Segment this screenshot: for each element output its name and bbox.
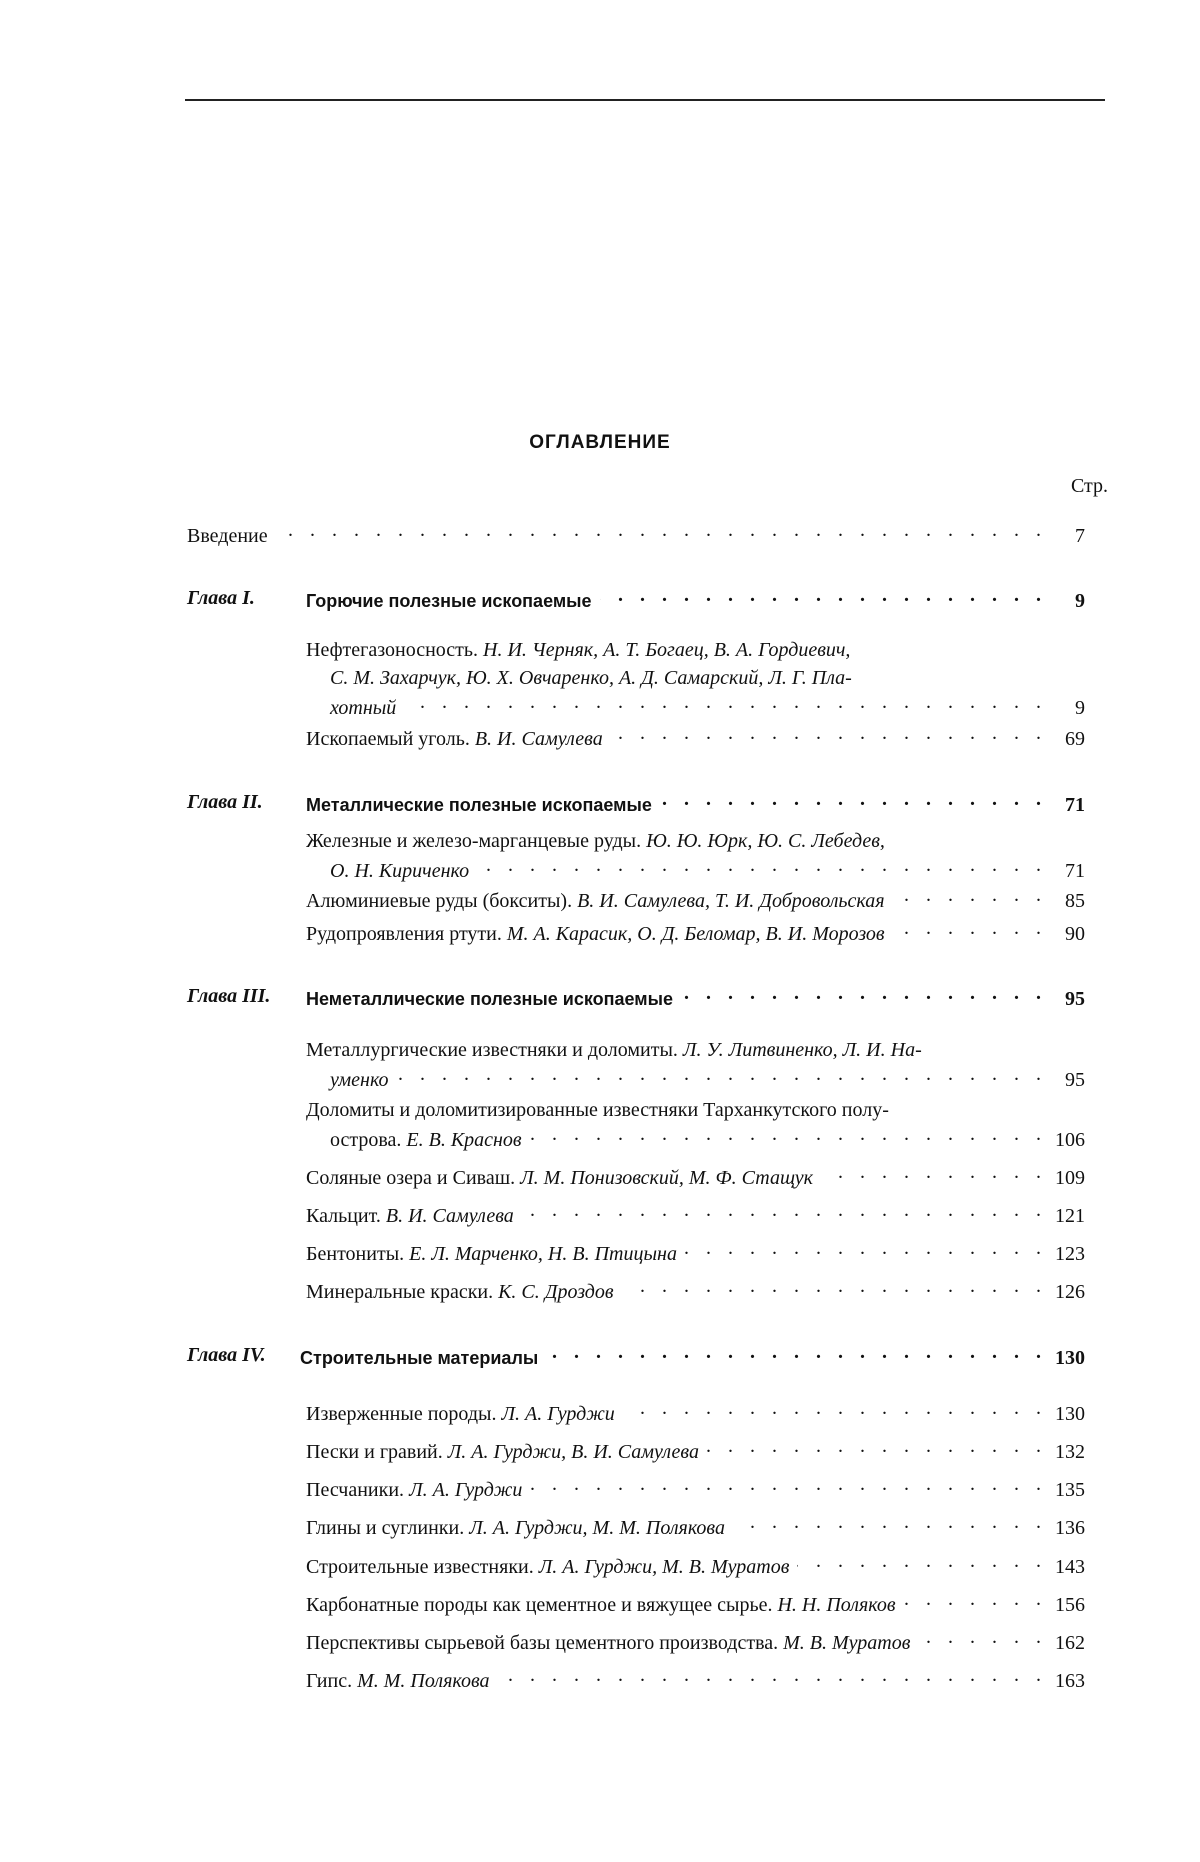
toc-page-number: 162: [1055, 1632, 1085, 1654]
chapter-title: Неметаллические полезные ископаемые: [306, 989, 673, 1009]
toc-page-number: 95: [1065, 1069, 1085, 1091]
toc-entry-end: О. Н. Кириченко . . . 71: [330, 855, 1085, 884]
chapter-heading: [300, 1342, 1085, 1371]
toc-entry: Карбонатные породы как цементное и вяжущее сырье. Н. Н. Поляков . . . 156: [306, 1589, 1085, 1618]
toc-page-number: 7: [1075, 525, 1085, 547]
toc-entry: Перспективы сырьевой базы цементного производства. М. В. Муратов . . . 162: [306, 1627, 1085, 1656]
toc-entry: Кальцит. В. И. Самулева . . . 121: [306, 1200, 1085, 1229]
toc-page-number: 135: [1055, 1479, 1085, 1501]
toc-page-number: 109: [1055, 1167, 1085, 1189]
toc-entry: Строительные известняки. Л. А. Гурджи, М. В. Муратов . . . 143: [306, 1551, 1085, 1580]
toc-page-number: 143: [1055, 1556, 1085, 1578]
toc-entry: Гипс. М. М. Полякова . . . 163: [306, 1665, 1085, 1694]
entry-authors: Л. А. Гурджи: [409, 1479, 523, 1501]
toc-entry: Рудопроявления ртути. М. А. Карасик, О. Д. Беломар, В. И. Морозов . . . 90: [306, 918, 1085, 947]
chapter-title: Металлические полезные ископаемые: [306, 795, 652, 815]
toc-entry: Доломиты и доломитизированные известняки Тарханкутского полу-: [306, 1099, 889, 1121]
chapter-title: Строительные материалы: [300, 1348, 539, 1368]
page-column-header: Стр.: [1070, 475, 1108, 497]
entry-authors: К. С. Дроздов: [498, 1281, 614, 1303]
toc-entry-end: уменко . . . 95: [330, 1064, 1085, 1093]
toc-page-number: 9: [1075, 697, 1085, 719]
toc-intro-label: Введение: [187, 525, 268, 547]
toc-page-number: 123: [1055, 1243, 1085, 1265]
toc-entry: Бентониты. Е. Л. Марченко, Н. В. Птицына . . . 123: [306, 1238, 1085, 1267]
toc-page-number: 106: [1055, 1129, 1085, 1151]
toc-entry: Минеральные краски. К. С. Дроздов . . . 126: [306, 1276, 1085, 1305]
toc-page-number: 9: [1075, 590, 1085, 612]
toc-entry: Железные и железо-марганцевые руды. Ю. Ю. Юрк, Ю. С. Лебедев,: [306, 830, 885, 852]
entry-authors: Е. Л. Марченко, Н. В. Птицына: [409, 1243, 677, 1265]
toc-page-number: 130: [1055, 1347, 1085, 1369]
toc-entry: Соляные озера и Сиваш. Л. М. Понизовский, М. Ф. Стащук . . . 109: [306, 1162, 1085, 1191]
top-rule: [185, 99, 1105, 101]
toc-page-number: 90: [1065, 923, 1085, 945]
toc-page-number: 156: [1055, 1594, 1085, 1616]
entry-authors: Н. И. Черняк, А. Т. Богаец, В. А. Гордиевич,: [483, 639, 851, 661]
toc-entry: Нефтегазоносность. Н. И. Черняк, А. Т. Богаец, В. А. Гордиевич,: [306, 639, 851, 661]
chapter-label: Глава III.: [187, 985, 271, 1007]
chapter-title: Горючие полезные ископаемые: [306, 591, 592, 611]
chapter-label: Глава II.: [187, 791, 263, 813]
entry-authors: Л. А. Гурджи: [501, 1403, 615, 1425]
chapter-label: Глава I.: [187, 587, 255, 609]
chapter-heading: [306, 983, 1085, 1012]
toc-entry: Глины и суглинки. Л. А. Гурджи, М. М. Полякова . . . 136: [306, 1512, 1085, 1541]
toc-page-number: 71: [1065, 794, 1085, 816]
toc-page-number: 126: [1055, 1281, 1085, 1303]
toc-page-number: 85: [1065, 890, 1085, 912]
entry-authors: Л. А. Гурджи, В. И. Самулева: [447, 1441, 699, 1463]
toc-page-number: 121: [1055, 1205, 1085, 1227]
entry-authors: Ю. Ю. Юрк, Ю. С. Лебедев,: [646, 830, 885, 852]
toc-page-number: 95: [1065, 988, 1085, 1010]
toc-entry: Алюминиевые руды (бокситы). В. И. Самулева, Т. И. Добровольская . . . 85: [306, 885, 1085, 914]
toc-entry: Пески и гравий. Л. А. Гурджи, В. И. Самулева . . . 132: [306, 1436, 1085, 1465]
entry-authors: М. А. Карасик, О. Д. Беломар, В. И. Морозов: [506, 923, 885, 945]
toc-page-number: 69: [1065, 728, 1085, 750]
entry-authors: Л. У. Литвиненко, Л. И. На-: [682, 1039, 922, 1061]
entry-authors: М. М. Полякова: [357, 1670, 490, 1692]
toc-entry: Песчаники. Л. А. Гурджи . . . 135: [306, 1474, 1085, 1503]
chapter-label: Глава IV.: [187, 1344, 266, 1366]
entry-authors: Л. М. Понизовский, М. Ф. Стащук: [520, 1167, 814, 1189]
toc-entry: Металлургические известняки и доломиты. Л. У. Литвиненко, Л. И. На-: [306, 1039, 922, 1061]
entry-authors: Е. В. Краснов: [406, 1129, 522, 1151]
page-title: ОГЛАВЛЕНИЕ: [529, 432, 671, 453]
toc-page-number: 136: [1055, 1517, 1085, 1539]
toc-entry: Изверженные породы. Л. А. Гурджи . . . 130: [306, 1398, 1085, 1427]
entry-authors: В. И. Самулева, Т. И. Добровольская: [577, 890, 885, 912]
toc-page-number: 130: [1055, 1403, 1085, 1425]
chapter-heading: [306, 585, 1085, 614]
toc-page-number: 71: [1065, 860, 1085, 882]
entry-authors: Л. А. Гурджи, М. М. Полякова: [469, 1517, 725, 1539]
chapter-heading: [306, 789, 1085, 818]
entry-authors: В. И. Самулева: [474, 728, 603, 750]
entry-authors: С. М. Захарчук, Ю. Х. Овчаренко, А. Д. Самарский, Л. Г. Пла-: [330, 667, 852, 689]
entry-authors: М. В. Муратов: [783, 1632, 911, 1654]
toc-page-number: 132: [1055, 1441, 1085, 1463]
entry-authors: В. И. Самулева: [385, 1205, 514, 1227]
entry-authors: Л. А. Гурджи, М. В. Муратов: [538, 1556, 790, 1578]
toc-entry: Ископаемый уголь. В. И. Самулева . . . 69: [306, 723, 1085, 752]
entry-authors: Н. Н. Поляков: [777, 1594, 896, 1616]
toc-intro: [187, 520, 1085, 549]
toc-page-number: 163: [1055, 1670, 1085, 1692]
toc-entry-end: хотный . . . 9: [330, 692, 1085, 721]
toc-entry-end: острова. Е. В. Краснов . . . 106: [330, 1124, 1085, 1153]
